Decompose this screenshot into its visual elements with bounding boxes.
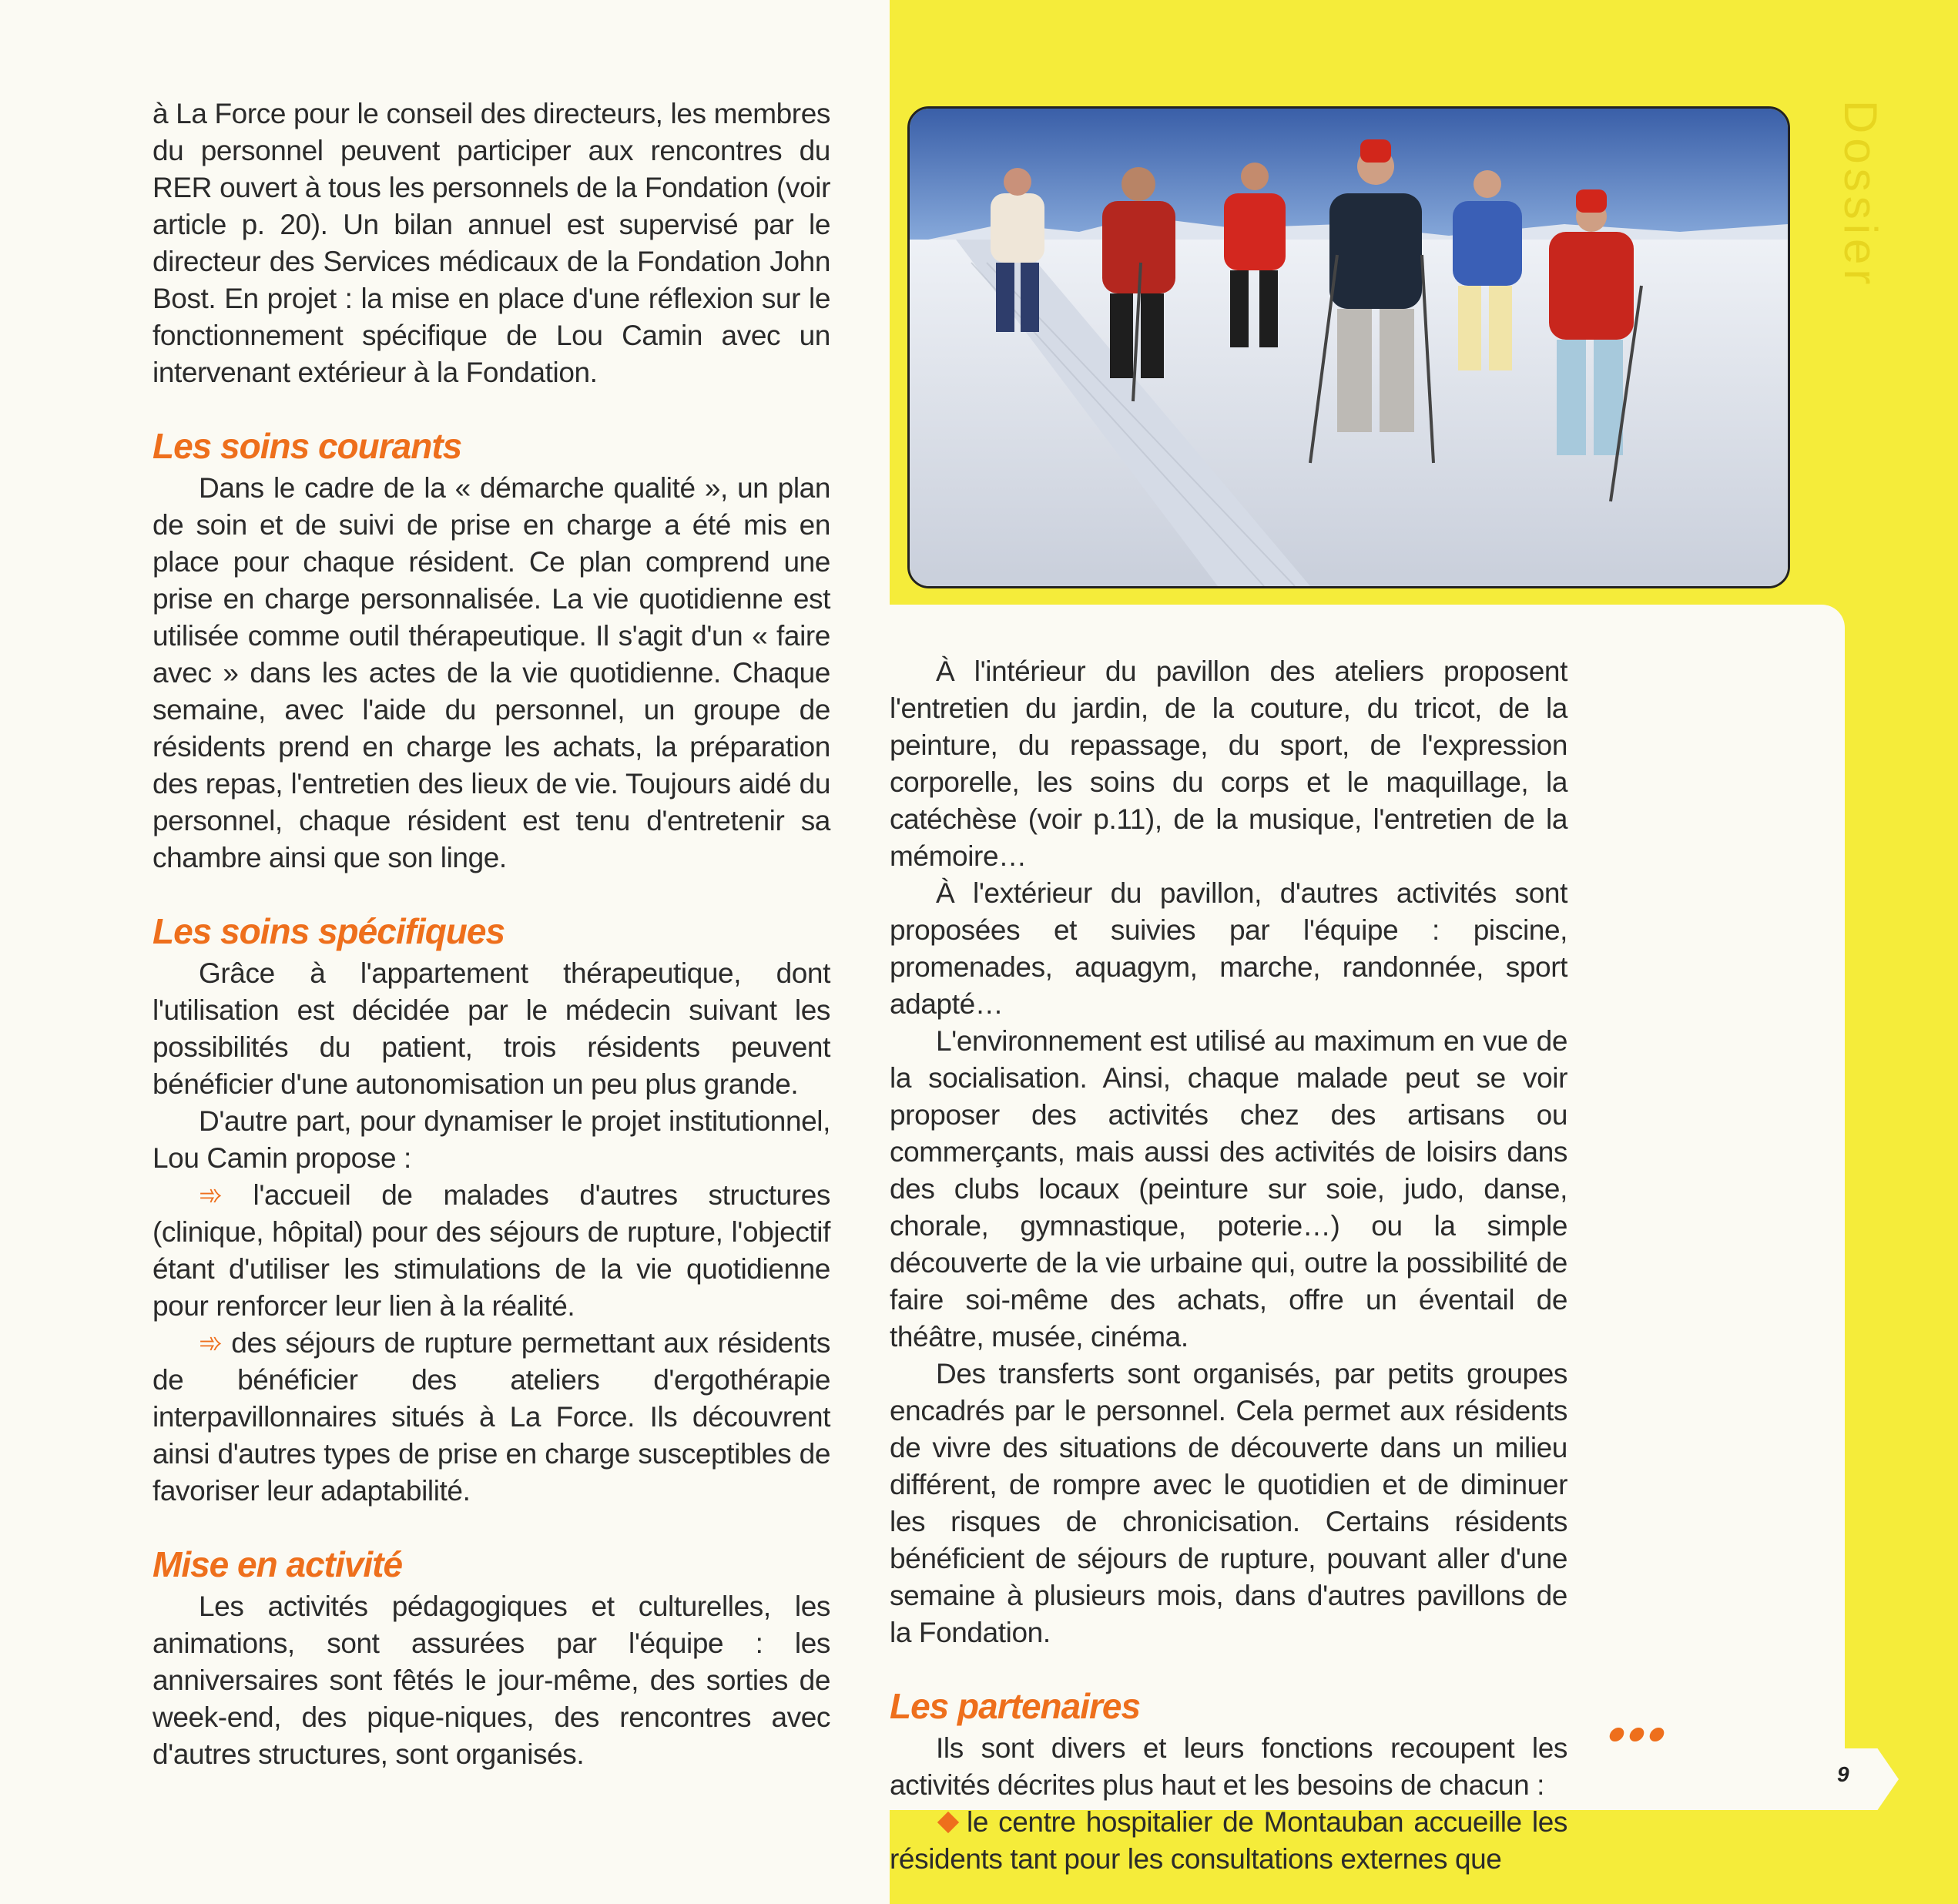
soins-specifiques-bullet-2: [153, 1325, 830, 1510]
heading-soins-specifiques: Les soins spécifiques: [153, 911, 505, 951]
snowshoe-hikers-photo: [907, 106, 1790, 588]
partenaires-bullet-1: [890, 1804, 1567, 1878]
heading-mise-en-activite: Mise en activité: [153, 1544, 403, 1584]
intro-paragraph: à La Force pour le conseil des directeurs, les membres du personnel peuvent participer aux rencontres du RER ouvert à tous les personnels de la Fondation (voir article p. 20). Un bilan annuel est supervisé par le directeur des Services médicaux de la Fondation John Bost. En projet : la mise en place d'une réflexion sur le fonctionnement spécifique de Lou Camin avec un intervenant extérieur à la Fondation.: [153, 98, 830, 388]
mise-en-activite-paragraph: Les activités pédagogiques et culturelles, les animations, sont assurées par l'équipe : les anniversaires sont fêtés le jour-même, des sorties de week-end, des pique-niques, des rencontres avec d'autres structures, sont organisés.: [153, 1591, 830, 1770]
heading-soins-courants: Les soins courants: [153, 426, 462, 466]
soins-specifiques-bullet-1: [153, 1177, 830, 1325]
diamond-bullet-icon: [937, 1812, 959, 1833]
right-text-column: [890, 653, 1567, 1878]
continued-dots-icon: [1610, 1728, 1664, 1741]
arrow-icon: ➾: [199, 1179, 223, 1211]
partenaires-paragraph: Ils sont divers et leurs fonctions recoupent les activités décrites plus haut et les besoins de chacun :: [890, 1732, 1567, 1801]
environnement-paragraph: L'environnement est utilisé au maximum en vue de la socialisation. Ainsi, chaque malade peut se voir proposer des activités chez des artisans ou commerçants, mais aussi des activités de loisirs dans des clubs locaux (peinture sur soie, judo, danse, chorale, gymnastique, poterie…) ou la simple découverte de la vie urbaine qui, outre la possibilité de faire soi-même des achats, offre un éventail de théâtre, musée, cinéma.: [890, 1025, 1567, 1353]
soins-courants-paragraph: Dans le cadre de la « démarche qualité », un plan de soin et de suivi de prise en charge a été mis en place pour chaque résident. Ce plan comprend une prise en charge personnalisée. La vie quotidienne est utilisée comme outil thérapeutique. Il s'agit d'un « faire avec » dans les actes de la vie quotidienne. Chaque semaine, avec l'aide du personnel, un groupe de résidents prend en charge les achats, la préparation des repas, l'entretien des lieux de vie. Toujours aidé du personnel, chaque résident est tenu d'entretenir sa chambre ainsi que son linge.: [153, 472, 830, 873]
bullet-text: l'accueil de malades d'autres structures (clinique, hôpital) pour des séjours de rupture, l'objectif étant d'utiliser les stimulations de la vie quotidienne pour renforcer leur lien à la réalité.: [153, 1179, 830, 1322]
left-text-column: [153, 96, 830, 1773]
bullet-text: le centre hospitalier de Montauban accueille les résidents tant pour les consultations externes que: [890, 1806, 1567, 1875]
activites-exterieur-paragraph: À l'extérieur du pavillon, d'autres activités sont proposées et suivies par l'équipe : piscine, promenades, aquagym, marche, randonnée, sport adapté…: [890, 877, 1567, 1020]
activites-interieur-paragraph: À l'intérieur du pavillon des ateliers proposent l'entretien du jardin, de la couture, du tricot, de la peinture, du repassage, du sport, de l'expression corporelle, les soins du corps et le maquillage, la catéchèse (voir p.11), de la musique, l'entretien de la mémoire…: [890, 655, 1567, 872]
side-section-label: Dossier: [1835, 100, 1886, 290]
arrow-icon: ➾: [199, 1327, 223, 1359]
bullet-text: des séjours de rupture permettant aux résidents de bénéficier des ateliers d'ergothérapie interpavillonnaires situés à La Force. Ils découvrent ainsi d'autres types de prise en charge susceptibles de favoriser leur adaptabilité.: [153, 1327, 830, 1507]
page-number: 9: [1837, 1762, 1849, 1786]
transferts-paragraph: Des transferts sont organisés, par petits groupes encadrés par le personnel. Cela permet aux résidents de vivre des situations de découverte dans un milieu différent, de rompre avec le quotidien et de diminuer les risques de chronicisation. Certains résidents bénéficient de séjours de rupture, pouvant aller d'une semaine à plusieurs mois, dans d'autres pavillons de la Fondation.: [890, 1358, 1567, 1648]
heading-partenaires: Les partenaires: [890, 1686, 1141, 1726]
soins-specifiques-paragraph-2: D'autre part, pour dynamiser le projet institutionnel, Lou Camin propose :: [153, 1105, 830, 1174]
soins-specifiques-paragraph-1: Grâce à l'appartement thérapeutique, dont l'utilisation est décidée par le médecin suivant les possibilités du patient, trois résidents peuvent bénéficier d'une autonomisation un peu plus grande.: [153, 957, 830, 1100]
